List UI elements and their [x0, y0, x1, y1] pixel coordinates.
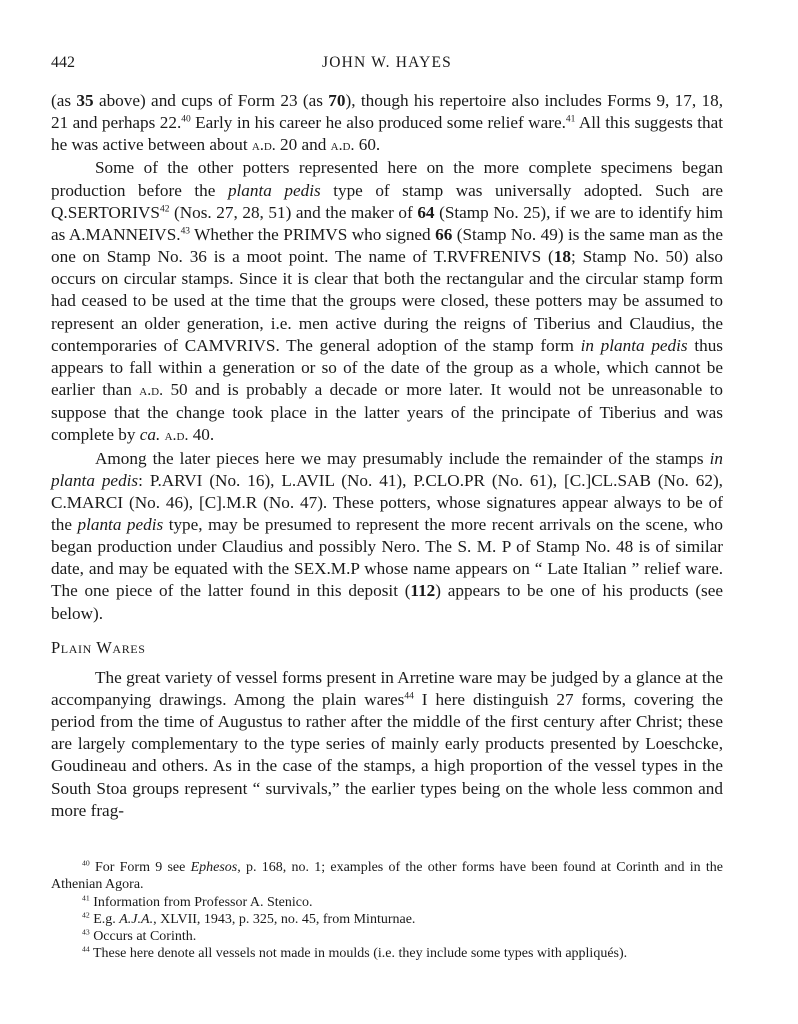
- footnote-43: $^{43}$ Occurs at Corinth.: [82, 927, 197, 945]
- paragraph-4: The great variety of vessel forms present in Arretine ware may be judged by a glance at the accompanying drawings. Among the plain wares$^{44}$ I here distinguish 27 forms, covering the period from the time of Augustus to rather after the middle of the first century after Christ; these are largely complementary to the type series of mainly early products presented by Loeschcke, Goudineau and others. As in the case of the stamps, a high proportion of the vessel types in the South Stoa groups represent “ survivals,” the earlier types being on the whole less common and more frag-: [51, 667, 723, 820]
- footnote-44: $^{44}$ These here denote all vessels not made in moulds (i.e. they include some types with appliqués).: [82, 944, 628, 962]
- page-number: 442: [51, 54, 75, 71]
- footnote-ref-41: 41: [565, 114, 576, 125]
- footnote-ref-44: 44: [404, 691, 414, 702]
- footnote-42: $^{42}$ E.g. A.J.A., XLVII, 1943, p. 325, no. 45, from Minturnae.: [82, 910, 416, 927]
- paragraph-3: Among the later pieces here we may presumably include the remainder of the stamps in planta pedis: P.ARVI (No. 16), L.AVIL (No. 41), P.CLO.PR (No. 61), [C.]CL.SAB (No. 62), C.MARCI (No. 46), [C].M.R (No. 47). These potters, whose signatures appear always to be of the planta pedis type, may be presumed to represent the more recent arrivals on the scene, who began production under Claudius and possibly Nero. The S. M. P of Stamp No. 48 is of similar date, and may be equated with the SEX.M.P whose name appears on “ Late Italian ” relief ware. The one piece of the latter found in this deposit (112) appears to be one of his products (see below).: [51, 448, 723, 623]
- footnote-ref-40: 40: [181, 114, 191, 125]
- footnote-41: $^{41}$ Information from Professor A. Stenico.: [82, 892, 313, 910]
- section-heading-plain-wares: Plain Wares: [51, 637, 146, 657]
- paragraph-2: Some of the other potters represented here on the more complete specimens began production before the planta pedis type of stamp was universally adopted. Such are Q.SERTORIVS$^{42}$ (Nos. 27, 28, 51) and the maker of 64 (Stamp No. 25), if we are to identify him as A.MANNEIVS.$^{43}$ Whether the PRIMVS who signed 66 (Stamp No. 49) is the same man as the one on Stamp No. 36 is a moot point. The name of T.RVFRENIVS (18; Stamp No. 50) also occurs on circular stamps. Since it is clear that both the rectangular and the circular stamp form had ceased to be used at the time that the groups were closed, these potters may be assumed to represent an older generation, i.e. men active during the reigns of Tiberius and Claudius, the contemporaries of CAMVRIVS. The general adoption of the stamp form in planta pedis thus appears to fall within a generation or so of the date of the group as a whole, which cannot be earlier than a.d. 50 and is probably a decade or more later. It would not be unreasonable to suppose that the change took place in the latter years of the principate of Tiberius and was complete by ca. a.d. 40.: [51, 158, 724, 445]
- footnote-40: $^{40}$ For Form 9 see Ephesos, p. 168, no. 1; examples of the other forms have been found at Corinth and in the Athenian Agora.: [51, 858, 724, 893]
- footnotes: [51, 859, 723, 963]
- paragraph-1: (as 35 above) and cups of Form 23 (as 70), though his repertoire also includes Forms 9, 17, 18, 21 and perhaps 22.40 Early in his career he also produced some relief ware.$^{41}$ All this suggests that he was active between about a.d. 20 and a.d. 60.: [51, 91, 724, 155]
- footnote-ref-42: 42: [159, 204, 170, 215]
- footnote-ref-43: 43: [180, 226, 191, 237]
- running-title: JOHN W. HAYES: [321, 54, 452, 71]
- page-header: [51, 54, 723, 78]
- main-text: [51, 90, 723, 822]
